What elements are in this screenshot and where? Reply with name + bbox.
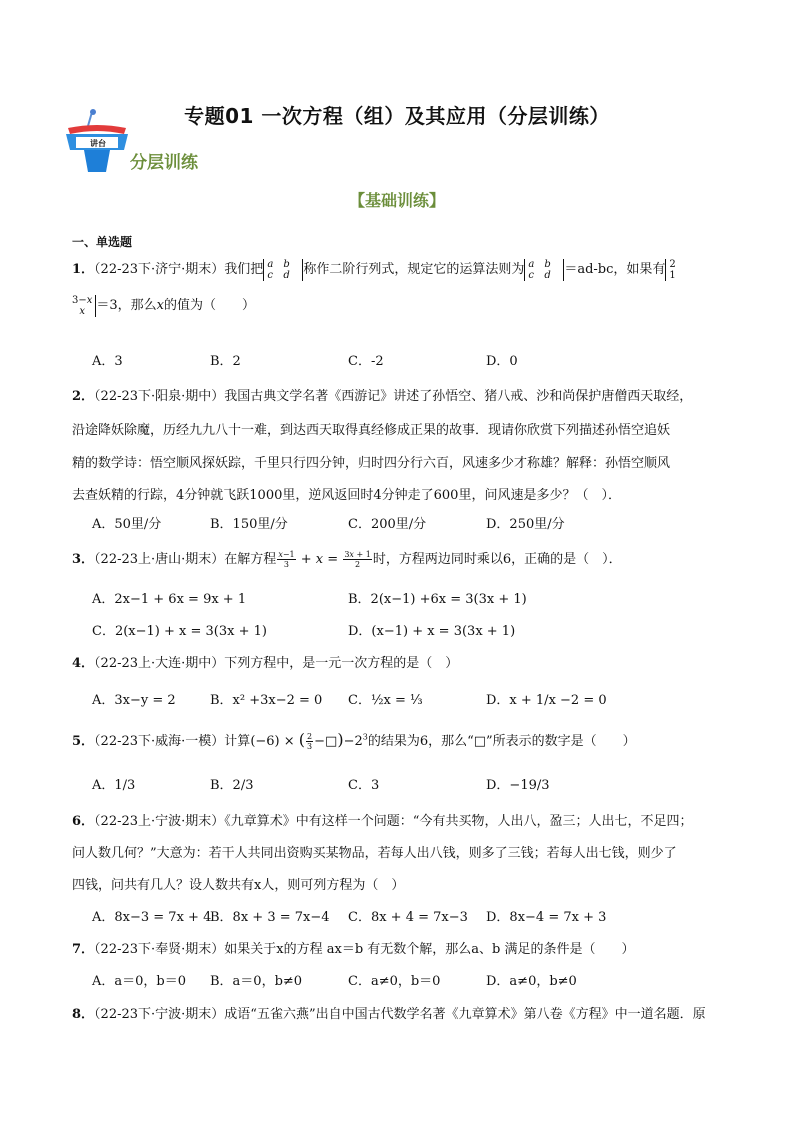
q5-option-d[interactable]: D．−19/3 xyxy=(486,778,550,793)
q7-option-b[interactable]: B．a＝0，b≠0 xyxy=(210,974,303,989)
q7-option-c[interactable]: C．a≠0，b＝0 xyxy=(348,974,441,989)
question-5: 5．（22-23下·威海·一模）计算(−6) × ( $\frac{2}{3}$ $-□)-2^3$的结果为6，那么“□”所表示的数字是（ ） xyxy=(72,730,636,751)
fraction: $\frac{3x + 1}{2}$ xyxy=(344,550,371,569)
q4-option-d[interactable]: D．x + 1/x −2 = 0 xyxy=(486,693,607,708)
q2-option-b[interactable]: B．150里/分 xyxy=(210,517,288,532)
q7-option-a[interactable]: A．a＝0，b＝0 xyxy=(92,974,187,989)
question-1 xyxy=(72,258,688,281)
q5-option-b[interactable]: B．2/3 xyxy=(210,778,254,793)
q-source: （22-23下·济宁·期末） xyxy=(94,262,225,277)
question-4 xyxy=(72,652,458,671)
determinant-given-right: 3−x x xyxy=(72,295,96,317)
q-number: 1． xyxy=(72,262,95,277)
question-3: 3．（22-23上·唐山·期末）在解方程 $\frac{x-1}{3}$ + x = $\frac{3x + 1}{2}$ 时，方程两边同时乘以6，正确的是（ ）． xyxy=(72,550,622,569)
q-text: 精的数学诗：悟空顺风探妖踪，千里只行四分钟，归时四分行六百，风速多少才称雄？解释：孙悟空顺风 xyxy=(72,456,671,471)
question-8 xyxy=(72,1003,706,1022)
q6-option-c[interactable]: C．8x + 4 = 7x−3 xyxy=(348,910,468,925)
question-1-cont xyxy=(72,294,255,317)
q2-option-d[interactable]: D．250里/分 xyxy=(486,517,565,532)
q5-option-c[interactable]: C．3 xyxy=(348,778,380,793)
q3-option-d[interactable]: D．(x−1) + x = 3(3x + 1) xyxy=(348,624,516,639)
q1-option-a[interactable]: A．3 xyxy=(92,354,123,369)
page-title: 专题01 一次方程（组）及其应用（分层训练） xyxy=(184,104,610,128)
q-number: 8． xyxy=(72,1007,95,1022)
q3-option-c[interactable]: C．2(x−1) + x = 3(3x + 1) xyxy=(92,624,267,639)
q-text: 如果关于x的方程 ax＝b 有无数个解，那么a、b 满足的条件是（ ） xyxy=(224,942,635,957)
q1-option-c[interactable]: C．-2 xyxy=(348,354,384,369)
q-source: （22-23下·阳泉·期中） xyxy=(94,389,225,404)
q-number: 5． xyxy=(72,734,95,749)
q3-option-a[interactable]: A．2x−1 + 6x = 9x + 1 xyxy=(92,592,247,607)
q3-option-b[interactable]: B．2(x−1) +6x = 3(3x + 1) xyxy=(348,592,527,607)
determinant-def: a b c d xyxy=(263,259,303,281)
var-x: x xyxy=(156,298,165,313)
q4-option-b[interactable]: B．x² +3x−2 = 0 xyxy=(210,693,323,708)
q-text: 成语“五雀六燕”出自中国古代数学名著《九章算术》第八卷《方程》中一道名题．原 xyxy=(224,1007,706,1022)
q4-option-c[interactable]: C．½x = ⅓ xyxy=(348,693,423,708)
q-text: 我国古典文学名著《西游记》讲述了孙悟空、猪八戒、沙和尚保护唐僧西天取经， xyxy=(224,389,693,404)
q-text: 计算 xyxy=(224,734,251,749)
q-text: 的结果为6，那么“□”所表示的数字是（ ） xyxy=(367,734,636,749)
fraction: $\frac{x-1}{3}$ xyxy=(278,550,295,569)
q-text: 的值为（ ） xyxy=(164,298,256,313)
question-7 xyxy=(72,938,635,957)
q-number: 2． xyxy=(72,389,95,404)
determinant-given: 2 1 xyxy=(665,259,688,281)
determinant-rule: a b c d xyxy=(524,259,564,281)
q6-option-a[interactable]: A．8x−3 = 7x + 4 xyxy=(92,910,212,925)
fraction: $\frac{2}{3}$ xyxy=(307,732,313,751)
icon-label: 讲台 xyxy=(90,139,106,148)
q-text: 我们把 xyxy=(224,262,264,277)
q-source: （22-23上·大连·期中） xyxy=(94,656,225,671)
q2-option-c[interactable]: C．200里/分 xyxy=(348,517,427,532)
layer-tag: 分层训练 xyxy=(130,153,198,173)
q2-option-a[interactable]: A．50里/分 xyxy=(92,517,162,532)
q-text: 下列方程中，是一元一次方程的是（ ） xyxy=(224,656,459,671)
q-source: （22-23下·奉贤·期末） xyxy=(94,942,225,957)
q-source: （22-23下·威海·一模） xyxy=(94,734,225,749)
q-source: （22-23上·唐山·期末） xyxy=(94,552,225,567)
q-text: ＝ad-bc，如果有 xyxy=(564,262,666,277)
q-text: 在解方程 xyxy=(224,552,277,567)
q6-option-d[interactable]: D．8x−4 = 7x + 3 xyxy=(486,910,607,925)
q-source: （22-23下·宁波·期末） xyxy=(94,1007,225,1022)
question-6 xyxy=(72,810,692,829)
q7-option-d[interactable]: D．a≠0，b≠0 xyxy=(486,974,577,989)
q-text: 时，方程两边同时乘以6，正确的是（ ）． xyxy=(372,552,622,567)
q-number: 7． xyxy=(72,942,95,957)
q-text: 四钱，问共有几人？设人数共有x人，则可列方程为（ ） xyxy=(72,878,405,893)
q6-option-b[interactable]: B．8x + 3 = 7x−4 xyxy=(210,910,330,925)
section-title: 【基础训练】 xyxy=(348,191,445,210)
q-text: 沿途降妖除魔，历经九九八十一难，到达西天取得真经修成正果的故事．现请你欣赏下列描述孙悟空追妖 xyxy=(72,423,671,438)
question-2 xyxy=(72,385,692,404)
q4-option-a[interactable]: A．3x−y = 2 xyxy=(92,693,176,708)
q-text: 称作二阶行列式，规定它的运算法则为 xyxy=(303,262,525,277)
q-number: 4． xyxy=(72,656,95,671)
category-heading: 一、单选题 xyxy=(72,235,133,249)
q-text: 去查妖精的行踪，4分钟就飞跃1000里，逆风返回时4分钟走了600里，问风速是多少？（ ）． xyxy=(72,488,621,503)
q-text: ＝3，那么 xyxy=(96,298,157,313)
q-text: 问人数几何？”大意为：若干人共同出资购买某物品，若每人出八钱，则多了三钱；若每人出七钱，则少了 xyxy=(72,846,677,861)
q-text: 《九章算术》中有这样一个问题：“今有共买物，人出八，盈三；人出七，不足四； xyxy=(224,814,693,829)
q1-option-d[interactable]: D．0 xyxy=(486,354,518,369)
q-number: 6． xyxy=(72,814,95,829)
q5-option-a[interactable]: A．1/3 xyxy=(92,778,136,793)
q1-option-b[interactable]: B．2 xyxy=(210,354,241,369)
q-number: 3． xyxy=(72,552,95,567)
q-source: （22-23上·宁波·期末） xyxy=(94,814,225,829)
